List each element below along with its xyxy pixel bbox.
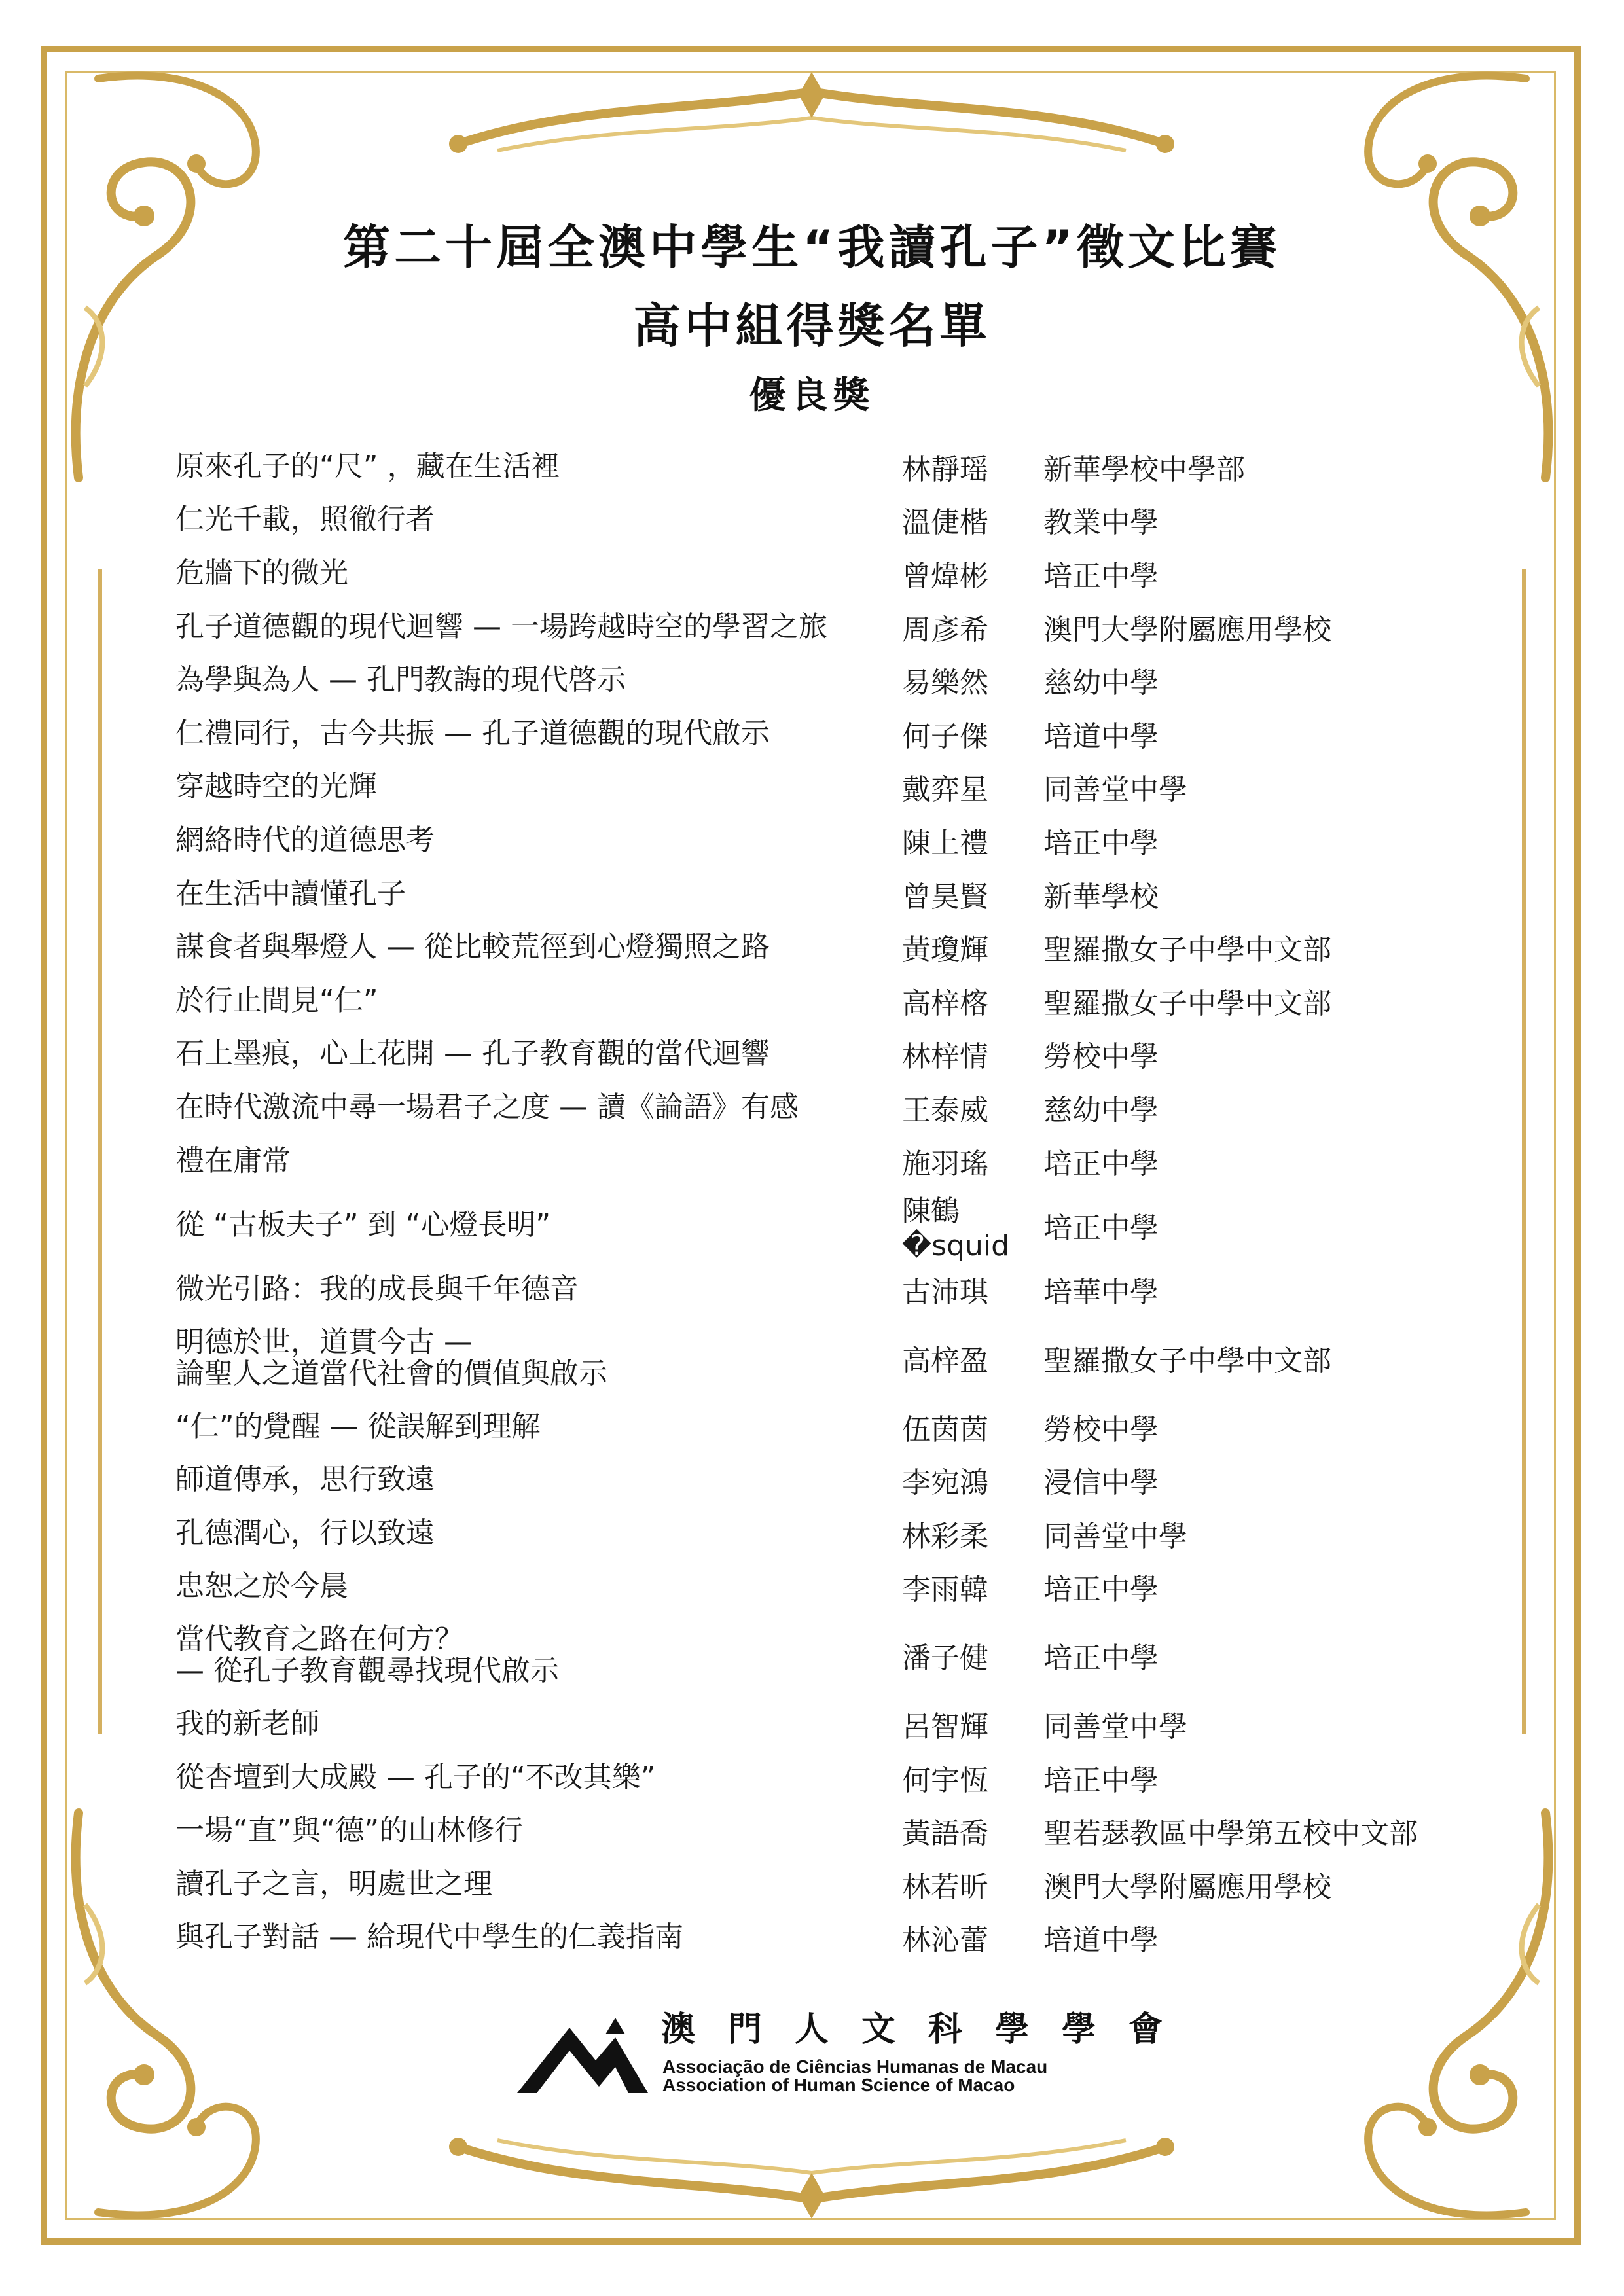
entry-title: 石上墨痕，心上花開 — 孔子教育觀的當代迴響: [175, 1037, 770, 1071]
organization-name-zh: 澳門人文科學學會: [661, 2010, 1196, 2049]
school-name: 浸信中學: [1043, 1466, 1159, 1500]
list-item: [175, 867, 1485, 921]
student-name: 潘子健: [902, 1641, 988, 1676]
entry-title: 從杏壇到大成殿 — 孔子的“不改其樂”: [175, 1760, 656, 1794]
school-name: 教業中學: [1043, 506, 1159, 540]
student-name: 高梓楁: [902, 986, 988, 1020]
school-name: 培正中學: [1043, 1211, 1159, 1245]
entry-title: 忠恕之於今晨: [175, 1570, 348, 1604]
school-name: 慈幼中學: [1043, 666, 1159, 700]
entry-title: 明德於世，道貫今古 — 論聖人之道當代社會的價值與啟示: [175, 1325, 607, 1390]
school-name: 培正中學: [1043, 826, 1159, 860]
school-name: 培正中學: [1043, 559, 1159, 593]
school-name: 培道中學: [1043, 1924, 1159, 1958]
list-item: [175, 1911, 1485, 1965]
school-name: 培正中學: [1043, 1147, 1159, 1181]
list-item: [175, 707, 1485, 761]
school-name: 聖羅撒女子中學中文部: [1043, 986, 1331, 1020]
student-name: 呂智輝: [902, 1710, 988, 1744]
list-item: [175, 1400, 1485, 1454]
entry-title: 我的新老師: [175, 1707, 319, 1741]
student-name: 周彥希: [902, 613, 988, 647]
list-item: [175, 974, 1485, 1028]
entry-title: 禮在庸常: [175, 1143, 291, 1177]
school-name: 同善堂中學: [1043, 1519, 1187, 1553]
organization-logo: [517, 2001, 1196, 2106]
winners-list: [175, 440, 1485, 1964]
student-name: 古沛琪: [902, 1276, 988, 1310]
student-name: 李雨韓: [902, 1573, 988, 1607]
school-name: 培正中學: [1043, 1763, 1159, 1797]
student-name: 林梓情: [902, 1040, 988, 1074]
list-item: [175, 1263, 1485, 1316]
award-list-title: 高中組得獎名單: [633, 298, 991, 353]
student-name: 高梓盈: [902, 1344, 988, 1378]
list-item: [175, 600, 1485, 654]
list-item: [175, 653, 1485, 707]
school-name: 聖若瑟教區中學第五校中文部: [1043, 1817, 1418, 1851]
student-name: 黃語喬: [902, 1817, 988, 1851]
entry-title: 謀食者與舉燈人 — 從比較荒徑到心燈獨照之路: [175, 930, 770, 964]
list-item: [175, 1454, 1485, 1507]
list-item: [175, 920, 1485, 974]
student-name: 陳鶴�squid: [902, 1194, 1010, 1263]
entry-title: 仁光千載，照徹行者: [175, 503, 435, 537]
student-name: 王泰威: [902, 1093, 988, 1127]
list-item: [175, 1507, 1485, 1560]
entry-title: 為學與為人 — 孔門教誨的現代啓示: [175, 663, 626, 697]
student-name: 陳上禮: [902, 826, 988, 860]
entry-title: “仁”的覺醒 — 從誤解到理解: [175, 1409, 541, 1443]
student-name: 林靜瑶: [902, 452, 988, 486]
student-name: 曾煒彬: [902, 559, 988, 593]
list-item: [175, 1187, 1485, 1263]
entry-title: 當代教育之路在何方？ — 從孔子教育觀尋找現代啟示: [175, 1623, 559, 1688]
student-name: 溫倢楷: [902, 506, 988, 540]
entry-title: 讀孔子之言，明處世之理: [175, 1867, 492, 1901]
entry-title: 孔德潤心，行以致遠: [175, 1516, 435, 1550]
list-item: [175, 1081, 1485, 1134]
student-name: 林若昕: [902, 1870, 988, 1904]
student-name: 易樂然: [902, 666, 988, 700]
student-name: 施羽瑤: [902, 1147, 988, 1181]
school-name: 培道中學: [1043, 719, 1159, 753]
student-name: 伍茵茵: [902, 1412, 988, 1446]
school-name: 聖羅撒女子中學中文部: [1043, 933, 1331, 967]
student-name: 何子傑: [902, 719, 988, 753]
list-item: [175, 1804, 1485, 1857]
organization-name-pt: Associação de Ciências Humanas de Macau: [662, 2056, 1048, 2077]
school-name: 澳門大學附屬應用學校: [1043, 1870, 1331, 1904]
organization-name-en: Association of Human Science of Macao: [662, 2075, 1015, 2095]
entry-title: 仁禮同行，古今共振 — 孔子道德觀的現代啟示: [175, 716, 770, 750]
school-name: 新華學校中學部: [1043, 452, 1245, 486]
entry-title: 孔子道德觀的現代迴響 — 一場跨越時空的學習之旅: [175, 609, 827, 643]
list-item: [175, 547, 1485, 600]
list-item: [175, 761, 1485, 814]
entry-title: 穿越時空的光輝: [175, 770, 377, 804]
top-scroll-ornament: [445, 65, 1178, 164]
entry-title: 從 “古板夫子” 到 “心燈長明”: [175, 1208, 551, 1242]
school-name: 勞校中學: [1043, 1040, 1159, 1074]
list-item: [175, 1316, 1485, 1400]
student-name: 李宛鴻: [902, 1466, 988, 1500]
student-name: 黃瓊輝: [902, 933, 988, 967]
school-name: 聖羅撒女子中學中文部: [1043, 1344, 1331, 1378]
entry-title: 師道傳承，思行致遠: [175, 1463, 435, 1497]
entry-title: 在時代激流中尋一場君子之度 — 讀《論語》有感: [175, 1090, 799, 1124]
entry-title: 於行止間見“仁”: [175, 983, 378, 1017]
school-name: 培正中學: [1043, 1641, 1159, 1676]
school-name: 澳門大學附屬應用學校: [1043, 613, 1331, 647]
school-name: 新華學校: [1043, 880, 1159, 914]
school-name: 勞校中學: [1043, 1412, 1159, 1446]
school-name: 同善堂中學: [1043, 773, 1187, 807]
bottom-scroll-ornament: [445, 2127, 1178, 2225]
entry-title: 在生活中讀懂孔子: [175, 876, 406, 910]
student-name: 何宇恆: [902, 1763, 988, 1797]
school-name: 同善堂中學: [1043, 1710, 1187, 1744]
list-item: [175, 1134, 1485, 1188]
entry-title: 危牆下的微光: [175, 556, 348, 590]
list-item: [175, 1857, 1485, 1911]
list-item: [175, 493, 1485, 547]
student-name: 戴弈星: [902, 773, 988, 807]
entry-title: 一場“直”與“德”的山林修行: [175, 1814, 524, 1848]
school-name: 慈幼中學: [1043, 1093, 1159, 1127]
list-item: [175, 1751, 1485, 1804]
entry-title: 原來孔子的“尺” ，藏在生活裡: [175, 449, 560, 483]
list-item: [175, 1560, 1485, 1614]
left-gold-rule: [98, 569, 102, 1734]
list-item: [175, 1028, 1485, 1081]
list-item: [175, 814, 1485, 867]
list-item: [175, 1613, 1485, 1697]
right-gold-rule: [1522, 569, 1526, 1734]
school-name: 培正中學: [1043, 1573, 1159, 1607]
mountain-logo-icon: [517, 2015, 648, 2093]
entry-title: 微光引路：我的成長與千年德音: [175, 1272, 579, 1306]
student-name: 曾昊賢: [902, 880, 988, 914]
entry-title: 網絡時代的道德思考: [175, 823, 435, 857]
entry-title: 與孔子對話 — 給現代中學生的仁義指南: [175, 1920, 683, 1954]
school-name: 培華中學: [1043, 1276, 1159, 1310]
list-item: [175, 1697, 1485, 1751]
list-item: [175, 440, 1485, 493]
award-category: 優良獎: [749, 374, 875, 417]
competition-title: 第二十屆全澳中學生“我讀孔子”徵文比賽: [343, 220, 1281, 275]
student-name: 林沁蕾: [902, 1924, 988, 1958]
student-name: 林彩柔: [902, 1519, 988, 1553]
